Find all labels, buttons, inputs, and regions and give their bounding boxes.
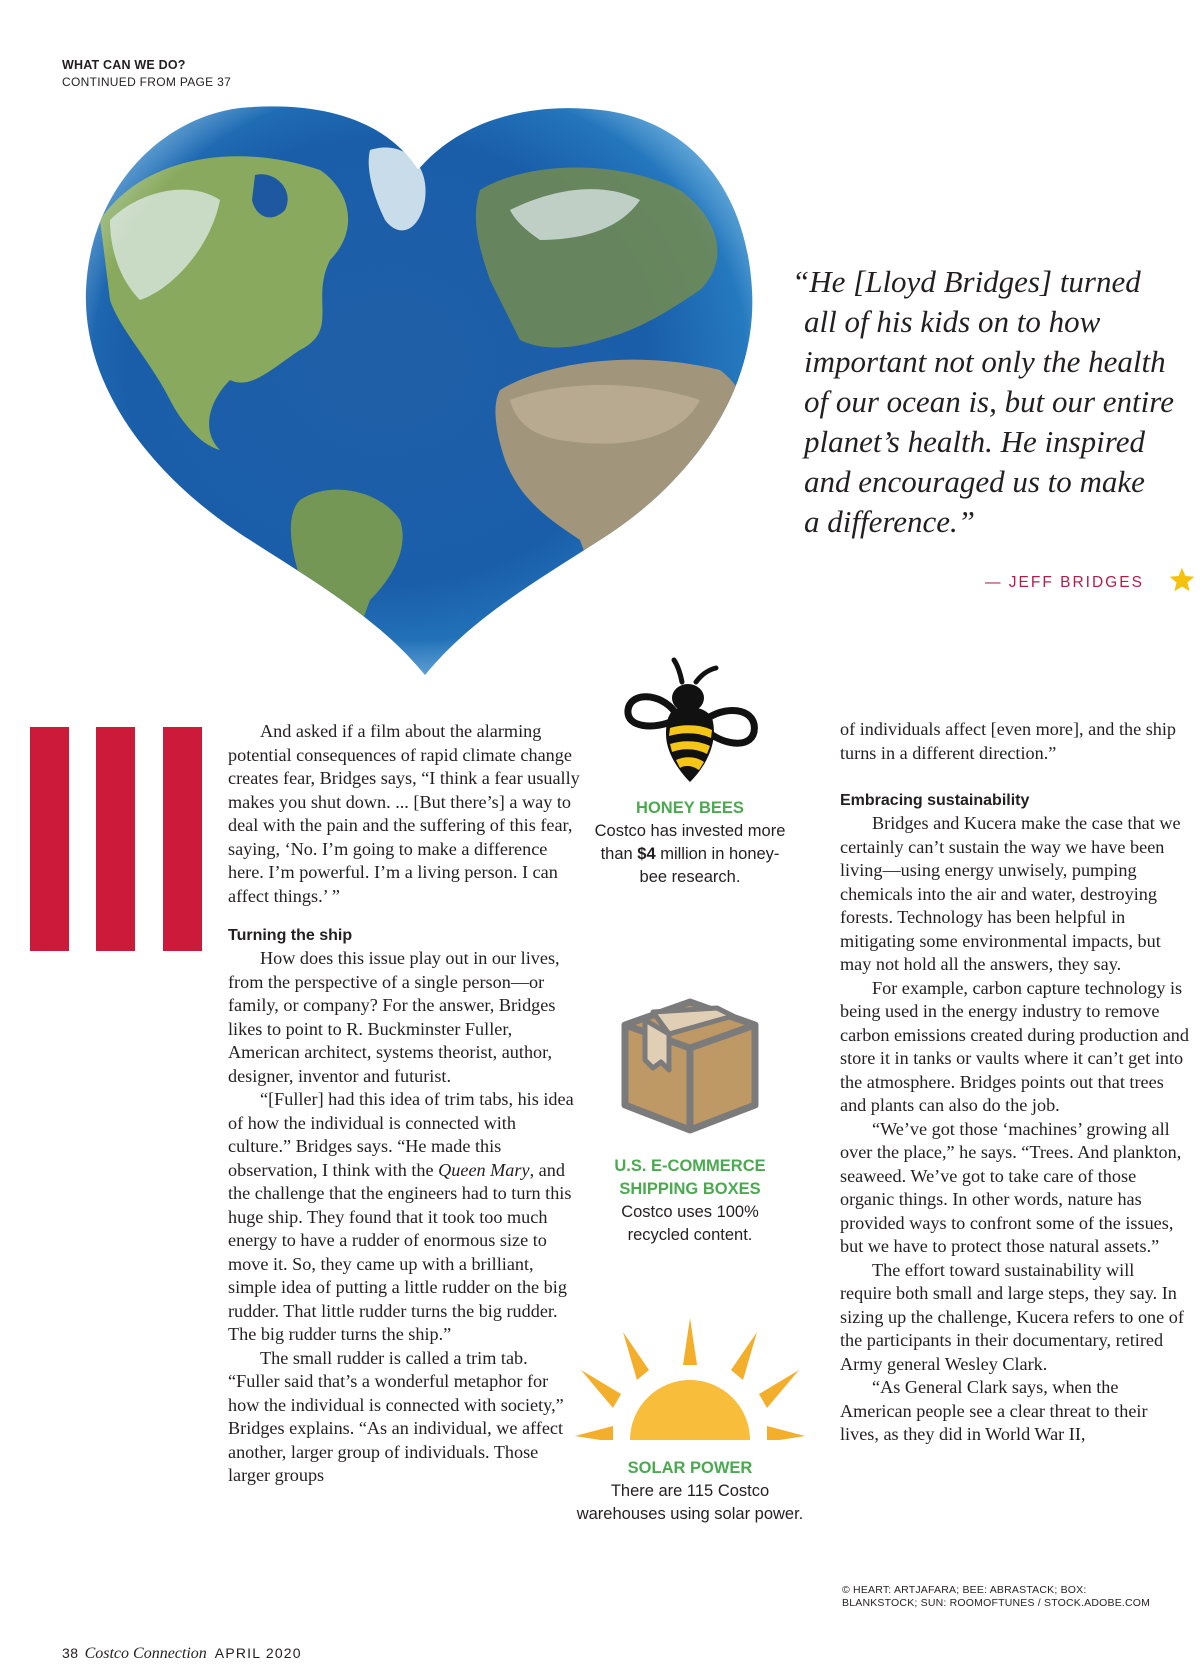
pull-quote-line: of our ocean is, but our entire (804, 384, 1174, 419)
infobox-body (590, 820, 790, 889)
page-folio (62, 1645, 302, 1663)
body-paragraph: The effort toward sustainability will require both small and large steps, they say. In sizing up the challenge, Kucera refers to one of the participants in their documentary, retired Army general Wesley Clark. (840, 1259, 1184, 1374)
text-run: million in honey-bee research. (639, 845, 780, 886)
infobox-honey-bees (590, 652, 790, 889)
red-bar (96, 727, 135, 951)
heart-earth-icon (80, 100, 760, 680)
body-paragraph: “As General Clark says, when the American people see a clear threat to their lives, as they did in World War II, (840, 1377, 1148, 1444)
body-paragraph: For example, carbon capture technology is being used in the energy industry to remove carbon emissions created during production and store it in tanks or vaults where it can’t get into the atmosphere. Bridges points out that trees and plants can also do the job. (840, 977, 1189, 1115)
shipping-box-icon (615, 990, 765, 1140)
infobox-shipping-boxes (590, 990, 790, 1247)
bee-icon (620, 652, 760, 792)
body-paragraph: The small rudder is called a trim tab. “Fuller said that’s a wonderful metaphor for how the individual is connected with society,” Bridges explains. “As an individual, we affect another, larger group of individuals. Those larger groups (228, 1347, 564, 1485)
pull-quote-line: “He [Lloyd Bridges] turned (792, 264, 1141, 299)
body-paragraph: “We’ve got those ‘machines’ growing all over the place,” he says. “Trees. And plankton, seaweed. We’ve got to take care of those organic things. In other words, nature has provided ways to confront some of the issues, but we have to protect those natural assets.” (840, 1118, 1182, 1256)
pull-quote (792, 262, 1192, 542)
body-paragraph: And asked if a film about the alarming potential consequences of rapid climate change creates fear, Bridges says, “I think a fear usually makes you shut down. ... [But there’s] a way to deal with the pain and the suffering of this fear, saying, ‘No. I’m going to make a difference here. I’m powerful. I’m a living person. I can affect things.’ ” (228, 721, 580, 906)
infobox-title: HONEY BEES (636, 799, 744, 817)
text-run: Costco has invested more than (594, 822, 786, 863)
pull-quote-line: planet’s health. He inspired (804, 424, 1145, 459)
continued-from-label: CONTINUED FROM PAGE 37 (62, 75, 232, 89)
subhead-embracing-sustainability: Embracing sustainability (840, 792, 1030, 809)
infobox-title: U.S. E-COMMERCE SHIPPING BOXES (614, 1157, 766, 1198)
subhead-turning-the-ship: Turning the ship (228, 927, 353, 944)
infobox-body: There are 115 Costco warehouses using solar power. (576, 1482, 804, 1523)
red-bar (30, 727, 69, 951)
body-paragraph: of individuals affect [even more], and the ship turns in a different direction.” (840, 719, 1177, 763)
section-title: WHAT CAN WE DO? (62, 58, 186, 72)
infobox-solar-power (575, 1310, 805, 1526)
body-paragraph: Bridges and Kucera make the case that we certainly can’t sustain the way we have been living—using energy unwisely, pumping chemicals into the air and water, destroying forests. Technology has been helpful in mitigating some environmental impacts, but may not hold all the answers, they say. (840, 813, 1181, 974)
body-paragraph (228, 1088, 580, 1347)
credits-line: © HEART: ARTJAFARA; BEE: ABRASTACK; BOX: (842, 1584, 1087, 1596)
article-column-3 (840, 718, 1190, 1447)
decorative-red-bars (30, 727, 202, 951)
ship-name-italic: Queen Mary (438, 1159, 530, 1180)
text-run: “[Fuller] had this idea of trim tabs, his idea of how the individual is connected with culture.” Bridges says. “He made this observation, I think with the (228, 1089, 574, 1180)
pull-quote-line: important not only the health (804, 344, 1166, 379)
article-column-1 (228, 720, 580, 1488)
pull-quote-line: all of his kids on to how (804, 304, 1101, 339)
infobox-body: Costco uses 100% recycled content. (621, 1203, 759, 1244)
issue-date: APRIL 2020 (214, 1645, 302, 1661)
star-icon (1168, 566, 1196, 594)
pull-quote-line: a difference.” (804, 504, 976, 539)
red-bar (163, 727, 202, 951)
page-number: 38 (62, 1645, 79, 1661)
highlight-amount: $4 (637, 845, 656, 863)
magazine-name: Costco Connection (84, 1645, 207, 1662)
infobox-title: SOLAR POWER (627, 1459, 753, 1477)
pull-quote-line: and encouraged us to make (804, 464, 1145, 499)
pull-quote-attribution: — JEFF BRIDGES (985, 574, 1144, 591)
section-kicker (62, 58, 231, 89)
heart-earth-image (80, 100, 760, 680)
photo-credits (842, 1584, 1150, 1610)
body-paragraph: How does this issue play out in our lives, from the perspective of a single person—or family, or company? For the answer, Bridges likes to point to R. Buckminster Fuller, American architect, systems theorist, author, designer, inventor and futurist. (228, 948, 560, 1086)
sun-icon (575, 1310, 805, 1440)
credits-line: BLANKSTOCK; SUN: ROOMOFTUNES / STOCK.ADOBE.COM (842, 1597, 1151, 1609)
text-run: , and the challenge that the engineers had to turn this huge ship. They found that it took too much energy to have a rudder of enormous size to move it. So, they came up with a brilliant, simple idea of putting a little rudder on the big rudder. That little rudder turns the big rudder. The big rudder turns the ship.” (228, 1159, 572, 1344)
